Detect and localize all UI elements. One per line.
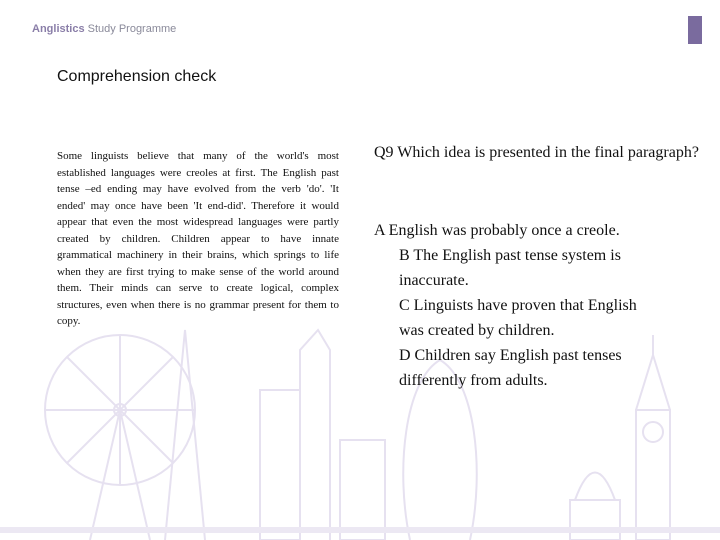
programme-header [32, 23, 176, 35]
question-text: Q9 Which idea is presented in the final paragraph? [374, 144, 699, 161]
answer-options [374, 218, 664, 393]
answer-option-a [374, 218, 664, 243]
answer-option-d [374, 343, 664, 393]
answer-option-c-label: C Linguists have proven that English was created by children. [399, 297, 637, 339]
answer-option-b-label: B The English past tense system is inaccurate. [399, 247, 621, 289]
slide-title: Comprehension check [57, 68, 217, 85]
answer-option-c [374, 293, 664, 343]
reading-passage: Some linguists believe that many of the world's most established languages were creoles at first. The English past tense –ed ending may have evolved from the verb 'do'. 'It ended' may once have been 'It end-did'. Therefore it would appear that even the most widespread languages were partly created by children. Children appear to have innate grammatical machinery in their brains, which springs to life when they are first trying to make sense of the world around them. Their minds can serve to create logical, complex structures, even when there is no grammar present for them to copy. [57, 150, 339, 327]
figure-logo-icon [688, 16, 702, 44]
programme-brand: Anglistics [32, 23, 85, 35]
answer-option-d-label: D Children say English past tenses differently from adults. [399, 347, 622, 389]
answer-option-b [374, 243, 664, 293]
programme-subtitle: Study Programme [87, 23, 177, 35]
answer-option-a-label: A English was probably once a creole. [374, 222, 620, 239]
